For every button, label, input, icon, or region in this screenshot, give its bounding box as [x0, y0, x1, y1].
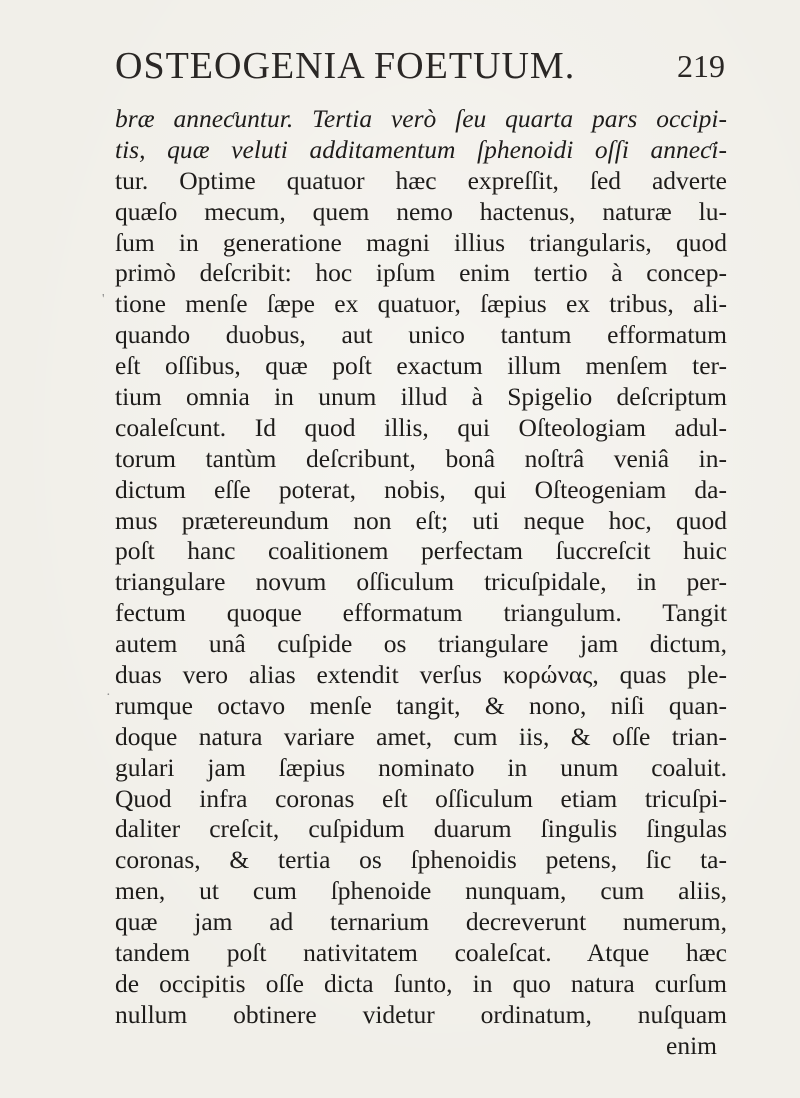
- text-line: daliter creſcit, cuſpidum duarum ſingulis ſingulas: [115, 814, 727, 844]
- text-line: doque natura variare amet, cum iis, & oſſe trian-: [115, 721, 727, 751]
- text-line: mus prætereundum non eſt; uti neque hoc, quod: [115, 505, 727, 535]
- text-line: primò deſcribit: hoc ipſum enim tertio à concep-: [115, 258, 727, 288]
- body-text: [115, 104, 727, 1062]
- text-line: tione menſe ſæpe ex quatuor, ſæpius ex tribus, ali-: [115, 289, 727, 319]
- running-head: OSTEOGENIA FOETUUM.: [115, 45, 576, 87]
- text-line: men, ut cum ſphenoide nunquam, cum aliis,: [115, 876, 727, 906]
- text-line: nullum obtinere videtur ordinatum, nuſquam: [115, 999, 727, 1029]
- text-line: quæſo mecum, quem nemo hactenus, naturæ lu-: [115, 196, 727, 226]
- text-line: coaleſcunt. Id quod illis, qui Oſteologiam adul-: [115, 412, 727, 442]
- text-line: torum tantùm deſcribunt, bonâ noſtrâ veniâ in-: [115, 443, 727, 473]
- catchword: enim: [666, 1030, 717, 1060]
- text-line: bræ anneƈuntur. Tertia verò ſeu quarta pars occipi-: [115, 104, 727, 133]
- text-line: de occipitis oſſe dicta ſunto, in quo natura curſum: [115, 968, 727, 998]
- text-line: dictum eſſe poterat, nobis, qui Oſteogeniam da-: [115, 474, 727, 504]
- text-line: autem unâ cuſpide os triangulare jam dictum,: [115, 629, 727, 659]
- text-line: triangulare novum oſſiculum tricuſpidale, in per-: [115, 567, 727, 597]
- text-line: tandem poſt nativitatem coaleſcat. Atque hæc: [115, 938, 727, 968]
- text-line: rumque octavo menſe tangit, & nono, niſi quan-: [115, 690, 727, 720]
- text-line: ſum in generatione magni illius triangularis, quod: [115, 227, 727, 257]
- text-line: poſt hanc coalitionem perfectam ſuccreſcit huic: [115, 536, 727, 566]
- text-line: tis, quæ veluti additamentum ſphenoidi oſſi anneƈi-: [115, 134, 727, 164]
- text-line: tur. Optime quatuor hæc expreſſit, ſed adverte: [115, 165, 727, 195]
- text-line: gulari jam ſæpius nominato in unum coaluit.: [115, 752, 727, 782]
- margin-mark: ': [102, 292, 105, 307]
- text-line: quæ jam ad ternarium decreverunt numerum,: [115, 907, 727, 937]
- margin-mark: ·: [106, 688, 111, 703]
- page-number: 219: [677, 48, 725, 84]
- text-line: quando duobus, aut unico tantum efformatum: [115, 320, 727, 350]
- page-header: [115, 44, 725, 94]
- text-line: coronas, & tertia os ſphenoidis petens, ſic ta-: [115, 845, 727, 875]
- text-line: eſt oſſibus, quæ poſt exactum illum menſem ter-: [115, 351, 727, 381]
- text-line: duas vero alias extendit verſus κορώνας, quas ple-: [115, 660, 727, 690]
- text-line: tium omnia in unum illud à Spigelio deſcriptum: [115, 382, 727, 412]
- text-line: Quod infra coronas eſt oſſiculum etiam tricuſpi-: [115, 783, 727, 813]
- text-line: fectum quoque efformatum triangulum. Tangit: [115, 598, 727, 628]
